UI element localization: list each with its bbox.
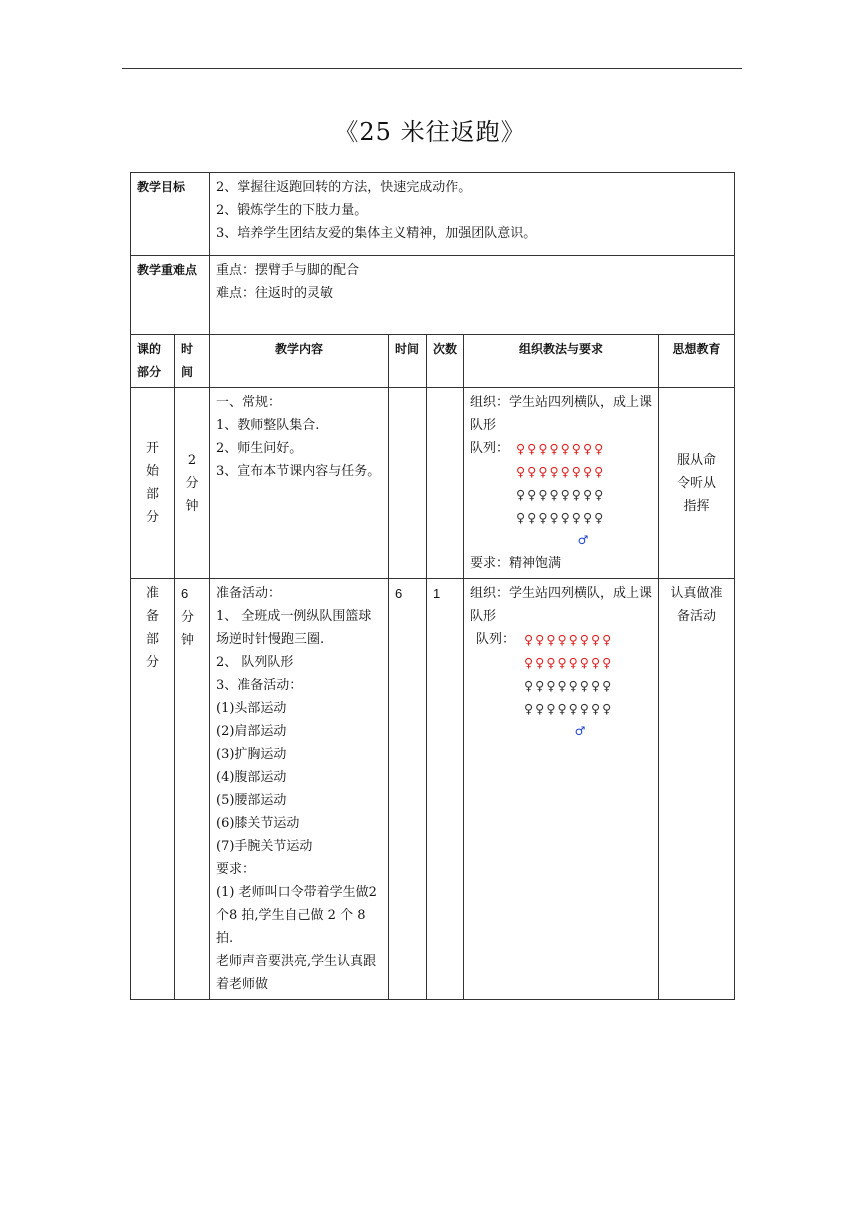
formation-row: ♀♀♀♀♀♀♀♀ bbox=[516, 441, 606, 456]
keypoints-row bbox=[131, 256, 735, 335]
keypoints-label: 教学重难点 bbox=[137, 263, 198, 277]
formation-diagram bbox=[470, 628, 652, 743]
content-line: (2)肩部运动 bbox=[216, 724, 287, 739]
formation-row: ♀♀♀♀♀♀♀♀ bbox=[524, 678, 614, 693]
formation-diagram bbox=[470, 437, 652, 552]
start-count bbox=[427, 388, 464, 579]
header-part: 课的部分 bbox=[131, 335, 175, 388]
content-line: 3、宣布本节课内容与任务。 bbox=[216, 464, 381, 479]
formation-row: ♀♀♀♀♀♀♀♀ bbox=[516, 464, 606, 479]
keypoints-content bbox=[210, 256, 735, 335]
warmup-edu bbox=[659, 579, 735, 1000]
content-line: (4)腹部运动 bbox=[216, 770, 287, 785]
lesson-plan-table bbox=[130, 172, 735, 1000]
content-line: (6)膝关节运动 bbox=[216, 816, 300, 831]
start-content bbox=[210, 388, 389, 579]
content-line: 2、师生问好。 bbox=[216, 441, 303, 456]
start-part bbox=[131, 388, 175, 579]
warmup-section-row bbox=[131, 579, 735, 1000]
formation-label: 队列： bbox=[470, 441, 510, 456]
content-line: (1) 老师叫口令带着学生做2 个8 拍,学生自己做 2 个 8 拍. bbox=[216, 885, 377, 946]
content-line: (3)扩胸运动 bbox=[216, 747, 287, 762]
method-requirement: 要求：精神饱满 bbox=[470, 556, 562, 571]
warmup-edu-text: 认真做准备活动 bbox=[670, 586, 723, 624]
warmup-duration: 6 bbox=[389, 579, 427, 1000]
header-row bbox=[131, 335, 735, 388]
start-time bbox=[175, 388, 210, 579]
header-time: 时间 bbox=[175, 335, 210, 388]
content-line: (5)腰部运动 bbox=[216, 793, 287, 808]
formation-row: ♀♀♀♀♀♀♀♀ bbox=[524, 701, 614, 716]
keypoint-item: 重点：摆臂手与脚的配合 bbox=[216, 263, 360, 278]
content-line: (1)头部运动 bbox=[216, 701, 287, 716]
content-line: 1、教师整队集合. bbox=[216, 418, 320, 433]
formation-label: 队列： bbox=[476, 632, 516, 647]
formation-row: ♀♀♀♀♀♀♀♀ bbox=[524, 632, 614, 647]
header-count: 次数 bbox=[427, 335, 464, 388]
goals-row bbox=[131, 173, 735, 256]
goals-label: 教学目标 bbox=[137, 180, 186, 194]
keypoint-item: 难点：往返时的灵敏 bbox=[216, 286, 334, 301]
start-duration bbox=[389, 388, 427, 579]
keypoints-label-cell bbox=[131, 256, 210, 335]
formation-row: ♀♀♀♀♀♀♀♀ bbox=[524, 655, 614, 670]
goal-item: 2、锻炼学生的下肢力量。 bbox=[216, 203, 368, 218]
formation-row: ♀♀♀♀♀♀♀♀ bbox=[516, 487, 606, 502]
content-line: 2、 队列队形 bbox=[216, 655, 294, 670]
warmup-part bbox=[131, 579, 175, 1000]
page-title: 《25 米往返跑》 bbox=[334, 118, 526, 146]
content-line: 准备活动： bbox=[216, 586, 282, 601]
method-organization: 组织：学生站四列横队，成上课队形 bbox=[470, 586, 653, 624]
content-line: 老师声音要洪亮,学生认真跟着老师做 bbox=[216, 954, 377, 992]
goal-item: 3、培养学生团结友爱的集体主义精神，加强团队意识。 bbox=[216, 226, 537, 241]
header-method: 组织教法与要求 bbox=[464, 335, 659, 388]
start-edu bbox=[659, 388, 735, 579]
start-time-label: 2分钟 bbox=[185, 452, 199, 514]
warmup-time-label: 6分钟 bbox=[181, 586, 195, 647]
goal-item: 2、掌握往返跑回转的方法，快速完成动作。 bbox=[216, 180, 472, 195]
warmup-time bbox=[175, 579, 210, 1000]
header-content: 教学内容 bbox=[210, 335, 389, 388]
goals-label-cell bbox=[131, 173, 210, 256]
method-organization: 组织：学生站四列横队，成上课队形 bbox=[470, 395, 653, 433]
content-line: (7)手腕关节运动 bbox=[216, 839, 313, 854]
start-edu-text: 服从命令听从指挥 bbox=[677, 452, 717, 514]
content-line: 一、常规： bbox=[216, 395, 282, 410]
content-line: 1、 全班成一例纵队围篮球场逆时针慢跑三圈. bbox=[216, 609, 372, 647]
warmup-count: 1 bbox=[427, 579, 464, 1000]
warmup-method bbox=[464, 579, 659, 1000]
header-edu: 思想教育 bbox=[659, 335, 735, 388]
warmup-part-label: 准备部分 bbox=[145, 586, 159, 670]
formation-row: ♀♀♀♀♀♀♀♀ bbox=[516, 510, 606, 525]
start-part-label: 开始部分 bbox=[145, 441, 159, 525]
teacher-icon: ♂ bbox=[574, 724, 586, 738]
content-line: 要求： bbox=[216, 862, 256, 877]
start-method bbox=[464, 388, 659, 579]
start-section-row bbox=[131, 388, 735, 579]
top-rule bbox=[122, 68, 742, 69]
header-duration: 时间 bbox=[389, 335, 427, 388]
content-line: 3、准备活动： bbox=[216, 678, 303, 693]
goals-content bbox=[210, 173, 735, 256]
warmup-content bbox=[210, 579, 389, 1000]
teacher-icon: ♂ bbox=[577, 533, 589, 547]
